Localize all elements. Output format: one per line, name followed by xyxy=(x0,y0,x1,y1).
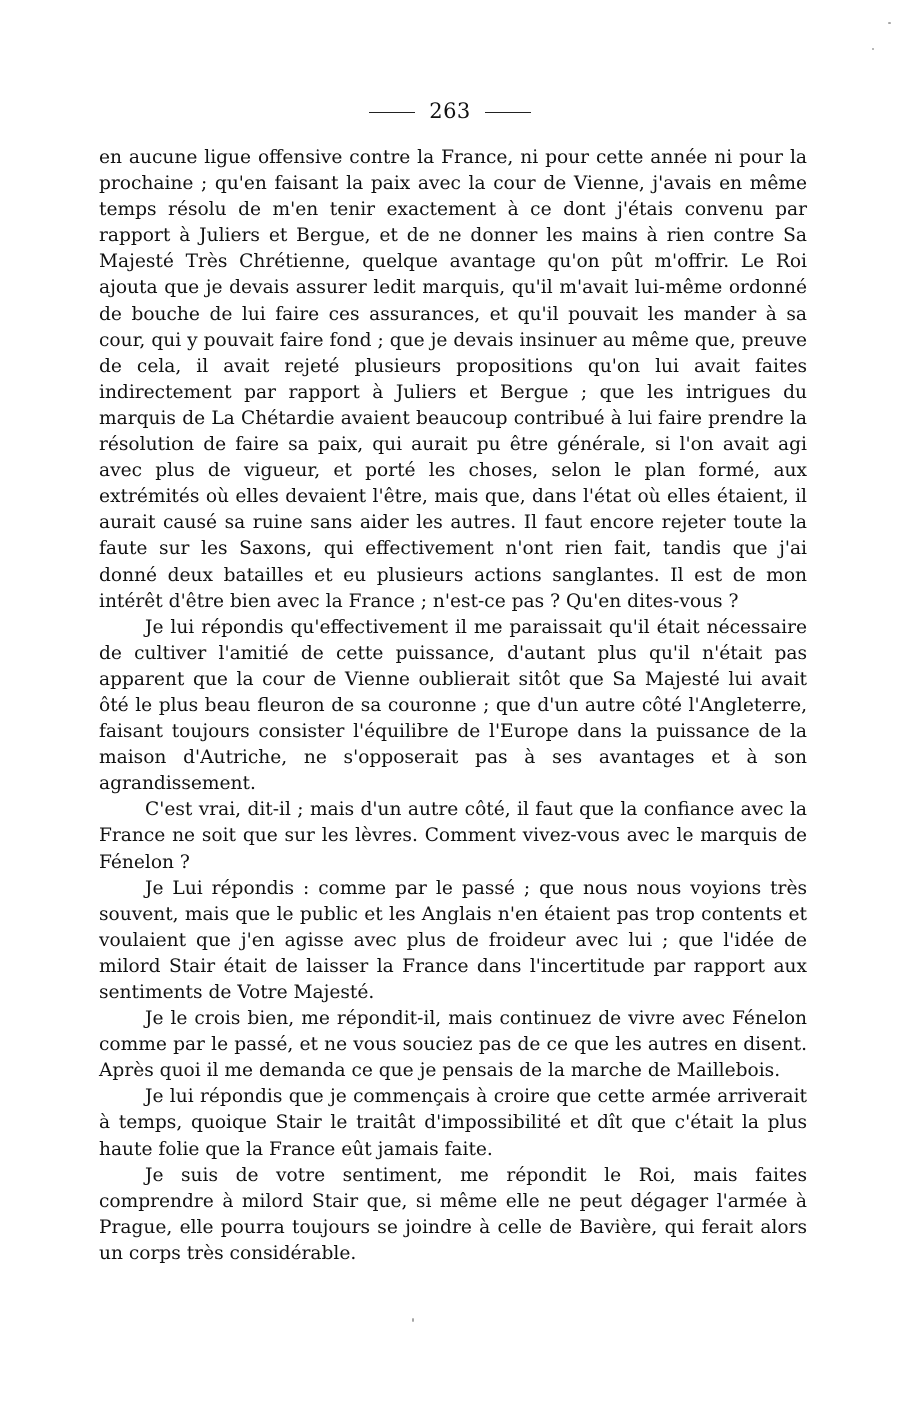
page-body xyxy=(99,145,807,1267)
paragraph-continued: en aucune ligue offensive contre la France, ni pour cette année ni pour la prochaine ; qu'en faisant la paix avec la cour de Vienne, j'avais en même temps résolu de m'en tenir exactement à ce dont j'étais convenu par rapport à Juliers et Bergue, et de ne donner les mains à rien contre Sa Majesté Très Chrétienne, quelque avantage qu'on pût m'offrir. Le Roi ajouta que je devais assurer ledit marquis, qu'il m'avait lui-même ordonné de bouche de lui faire ces assurances, et qu'il pouvait les mander à sa cour, qui y pouvait faire fond ; que je devais insinuer au même que, preuve de cela, il avait rejeté plusieurs propositions qu'on lui avait faites indirectement par rapport à Juliers et Bergue ; que les intrigues du marquis de La Chétardie avaient beaucoup contribué à lui faire prendre la résolution de faire sa paix, qui aurait pu être générale, si l'on avait agi avec plus de vigueur, et porté les choses, selon le plan formé, aux extrémités où elles devaient l'être, mais que, dans l'état où elles étaient, il aurait causé sa ruine sans aider les autres. Il faut encore rejeter toute la faute sur les Saxons, qui effectivement n'ont rien fait, tandis que j'ai donné deux batailles et eu plusieurs actions sanglantes. Il est de mon intérêt d'être bien avec la France ; n'est-ce pas ? Qu'en dites-vous ? xyxy=(99,147,807,612)
paragraph: Je lui répondis que je commençais à croire que cette armée arriverait à temps, quoique Stair le traitât d'impossibilité et dît que c'était la plus haute folie que la France eût jamais faite. xyxy=(99,1086,807,1160)
scan-speck xyxy=(888,22,891,24)
paragraph: Je Lui répondis : comme par le passé ; que nous nous voyions très souvent, mais que le public et les Anglais n'en étaient pas trop contents et voulaient que j'en agisse avec plus de froideur avec lui ; que l'idée de milord Stair était de laisser la France dans l'incertitude par rapport aux sentiments de Votre Majesté. xyxy=(99,877,807,1003)
scan-speck xyxy=(412,1318,414,1322)
header-dash-left xyxy=(369,112,415,113)
paragraph: C'est vrai, dit-il ; mais d'un autre côté, il faut que la confiance avec la France ne soit que sur les lèvres. Comment vivez-vous avec le marquis de Fénelon ? xyxy=(99,799,807,873)
paragraph: Je le crois bien, me répondit-il, mais continuez de vivre avec Fénelon comme par le passé, et ne vous souciez pas de ce que les autres en disent. Après quoi il me demanda ce que je pensais de la marche de Maillebois. xyxy=(99,1008,807,1082)
paragraph: Je suis de votre sentiment, me répondit le Roi, mais faites comprendre à milord Stair que, si même elle ne peut dégager l'armée à Prague, elle pourra toujours se joindre à celle de Bavière, qui ferait alors un corps très considérable. xyxy=(99,1164,807,1264)
page-header xyxy=(0,96,900,126)
header-dash-right xyxy=(485,112,531,113)
page-number: 263 xyxy=(429,99,471,123)
scan-speck xyxy=(872,48,874,50)
paragraph: Je lui répondis qu'effectivement il me paraissait qu'il était nécessaire de cultiver l'amitié de cette puissance, d'autant plus qu'il n'était pas apparent que la cour de Vienne oublierait sitôt que Sa Majesté lui avait ôté le plus beau fleuron de sa couronne ; que d'un autre côté l'Angleterre, faisant toujours consister l'équilibre de l'Europe dans la puissance de la maison d'Autriche, ne s'opposerait pas à ses avantages et à son agrandissement. xyxy=(99,616,807,795)
